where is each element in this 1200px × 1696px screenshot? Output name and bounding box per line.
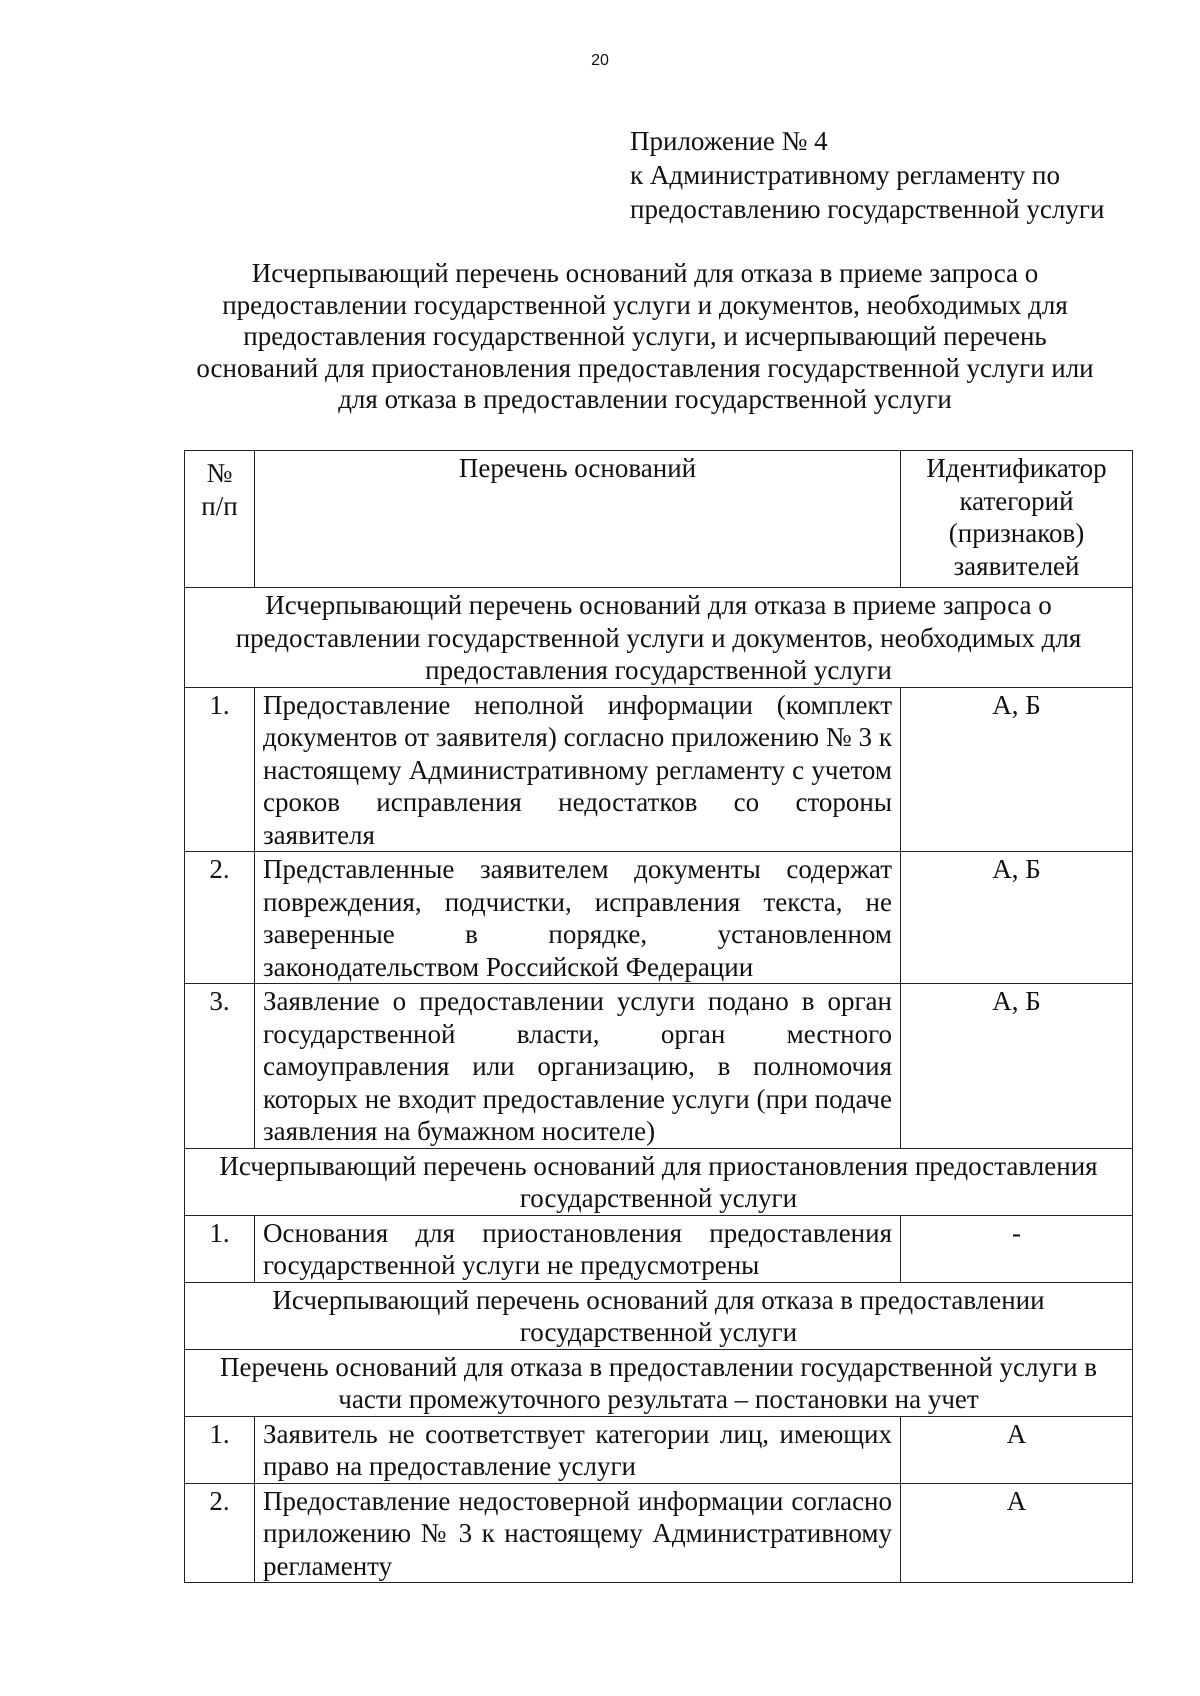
appendix-line: к Административному регламенту по xyxy=(630,160,1061,190)
row-text: Представленные заявителем документы содержат повреждения, подчистки, исправления текста, не заверенные в порядке, установленном законодательством Российской Федерации xyxy=(255,852,901,984)
title-line: предоставлении государственной услуги и документов, необходимых для xyxy=(222,289,1068,320)
section-heading: Исчерпывающий перечень оснований для отказа в предоставлении государственной услуги xyxy=(185,1282,1133,1349)
title-line: для отказа в предоставлении государственной услуги xyxy=(338,384,952,414)
header-number xyxy=(185,451,255,588)
header-identifier-line: Идентификатор xyxy=(926,453,1107,483)
appendix-line: Приложение № 4 xyxy=(630,126,828,156)
header-identifier-line: (признаков) xyxy=(948,518,1085,548)
table-row xyxy=(185,1215,1133,1282)
header-identifier-line: категорий xyxy=(959,485,1074,516)
row-number: 2. xyxy=(185,852,255,984)
title-line: Исчерпывающий перечень оснований для отказа в приеме запроса о xyxy=(251,258,1039,288)
section-heading: Исчерпывающий перечень оснований для отказа в приеме запроса о предоставлении государственной услуги и документов, необходимых для предоставления государственной услуги xyxy=(185,588,1133,688)
appendix-line: предоставлению государственной услуги xyxy=(630,194,1105,224)
header-number-line: п/п xyxy=(201,490,238,521)
table-header-row xyxy=(185,451,1133,588)
title-line: предоставления государственной услуги, и исчерпывающий перечень xyxy=(243,321,1047,351)
section-heading-row xyxy=(185,588,1133,688)
table-row xyxy=(185,1416,1133,1483)
header-identifier-line: заявителей xyxy=(953,550,1080,581)
table-row xyxy=(185,687,1133,852)
section-heading-row xyxy=(185,1282,1133,1349)
row-identifier: А, Б xyxy=(901,852,1133,984)
subsection-heading: Перечень оснований для отказа в предоставлении государственной услуги в части промежуточного результата – постановки на учет xyxy=(185,1349,1133,1416)
row-identifier: А xyxy=(901,1416,1133,1483)
table-row xyxy=(185,852,1133,984)
subsection-heading-row xyxy=(185,1349,1133,1416)
row-identifier: А xyxy=(901,1483,1133,1583)
section-heading: Исчерпывающий перечень оснований для приостановления предоставления государственной услуги xyxy=(185,1148,1133,1215)
row-number: 1. xyxy=(185,1215,255,1282)
grounds-table xyxy=(184,450,1133,1583)
title-line: оснований для приостановления предоставления государственной услуги или xyxy=(196,352,1094,383)
row-identifier: А, Б xyxy=(901,687,1133,852)
row-identifier: - xyxy=(901,1215,1133,1282)
row-identifier: А, Б xyxy=(901,984,1133,1149)
row-number: 3. xyxy=(185,984,255,1149)
row-number: 1. xyxy=(185,687,255,852)
row-text: Заявитель не соответствует категории лиц, имеющих право на предоставление услуги xyxy=(255,1416,901,1483)
header-identifier xyxy=(901,451,1133,588)
row-text: Основания для приостановления предоставления государственной услуги не предусмотрены xyxy=(255,1215,901,1282)
section-heading-row xyxy=(185,1148,1133,1215)
table-row xyxy=(185,984,1133,1149)
appendix-reference xyxy=(630,124,1170,226)
page-number: 20 xyxy=(591,52,609,69)
row-text: Предоставление недостоверной информации согласно приложению № 3 к настоящему Административному регламенту xyxy=(255,1483,901,1583)
row-number: 2. xyxy=(185,1483,255,1583)
row-number: 1. xyxy=(185,1416,255,1483)
document-title xyxy=(150,258,1140,416)
header-number-line: № xyxy=(206,458,233,488)
header-grounds: Перечень оснований xyxy=(255,451,901,588)
table-row xyxy=(185,1483,1133,1583)
row-text: Заявление о предоставлении услуги подано в орган государственной власти, орган местного самоуправления или организацию, в полномочия которых не входит предоставление услуги (при подаче заявления на бумажном носителе) xyxy=(255,984,901,1149)
row-text: Предоставление неполной информации (комплект документов от заявителя) согласно приложению № 3 к настоящему Административному регламенту с учетом сроков исправления недостатков со стороны заявителя xyxy=(255,687,901,852)
